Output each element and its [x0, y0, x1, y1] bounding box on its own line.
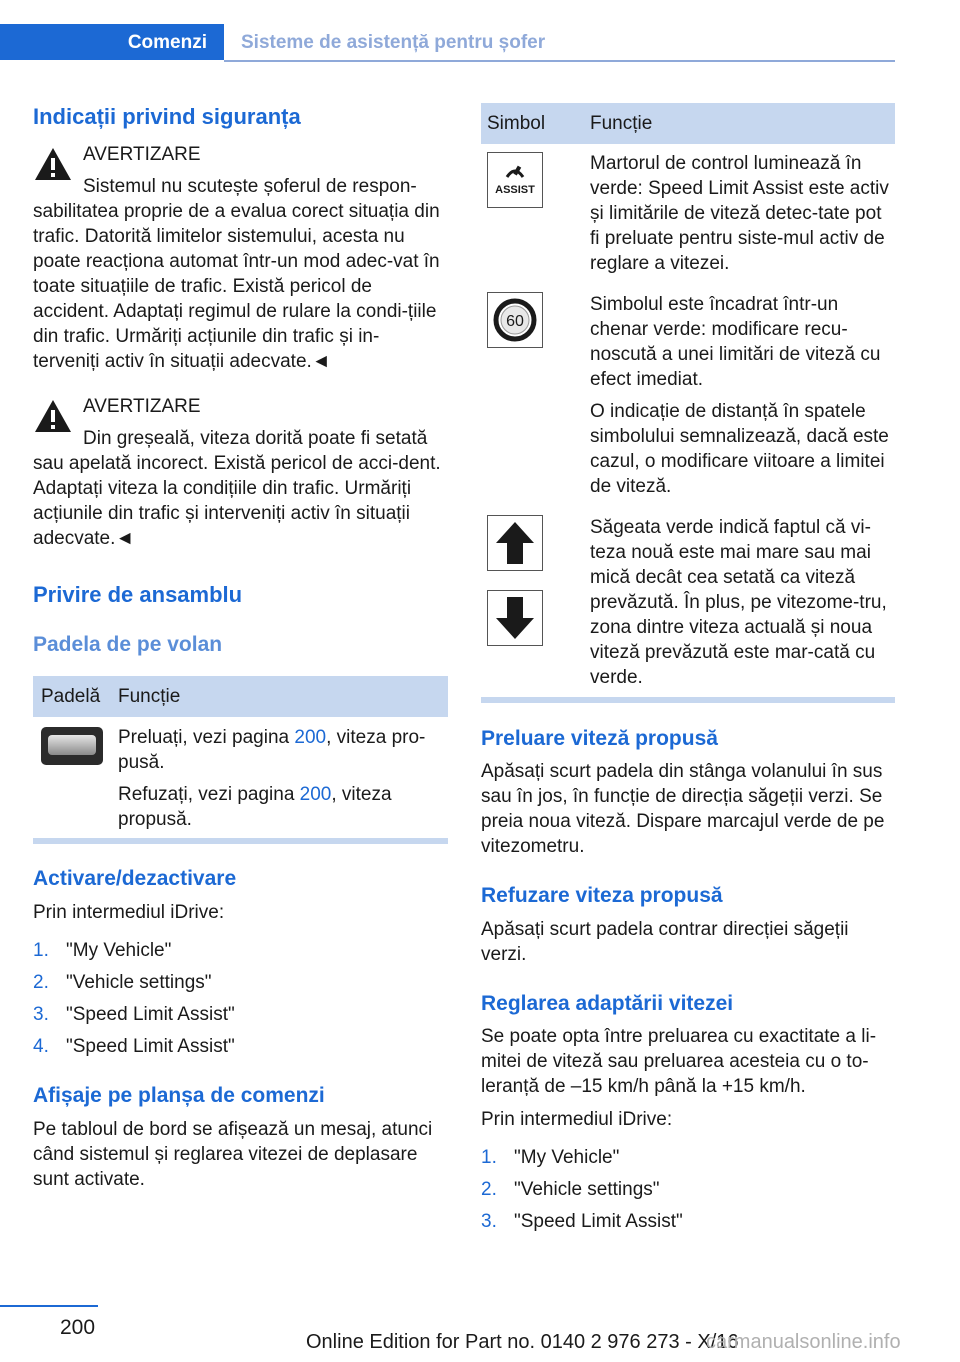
column-header-paddle: Padelă	[41, 686, 101, 707]
symbol-row2-text-a: Simbolul este încadrat într-un chenar verde: modificare recu-noscută a unei limitări de viteză cu efect imediat.	[590, 294, 881, 390]
refuse-text: Apăsați scurt padela contrar direcției săgeții verzi.	[481, 919, 849, 965]
column-header-function: Funcție	[118, 686, 181, 707]
display-heading: Afișaje pe planșa de comenzi	[33, 1084, 325, 1107]
list-number: 2.	[481, 1179, 497, 1200]
paddle-heading: Padela de pe volan	[33, 633, 223, 656]
list-text: "Speed Limit Assist"	[66, 1036, 235, 1057]
warning-block-1	[33, 142, 448, 382]
column-header-symbol: Simbol	[487, 113, 546, 134]
list-text: "Speed Limit Assist"	[66, 1004, 235, 1025]
accept-text: Apăsați scurt padela din stânga volanului în sus sau în jos, în funcție de direcția săgeții verzi. Se preia noua viteză. Dispare marcajul verde de pe vitezometru.	[481, 761, 885, 857]
paddle-refuse-end: propusă.	[118, 809, 192, 830]
edition-note: Online Edition for Part no. 0140 2 976 273 - X/16	[306, 1331, 739, 1353]
paddle-table-header	[33, 676, 448, 717]
warning-triangle-icon	[33, 146, 73, 182]
list-number: 3.	[33, 1004, 49, 1025]
paddle-accept-text	[118, 725, 448, 775]
page-header	[0, 24, 895, 62]
warning-label: AVERTIZARE	[83, 144, 201, 165]
arrow-up-icon	[487, 515, 543, 571]
chapter-tab[interactable]: Comenzi	[0, 24, 224, 60]
speed-sign-value: 60	[506, 313, 524, 330]
assist-icon	[488, 153, 542, 207]
list-number: 1.	[33, 940, 49, 961]
paddle-refuse-label: Refuzați, vezi pagina	[118, 784, 300, 805]
arrow-down-icon	[487, 590, 543, 646]
list-number: 1.	[481, 1147, 497, 1168]
list-number: 2.	[33, 972, 49, 993]
speed-sign-icon	[488, 293, 542, 347]
display-text: Pe tabloul de bord se afișează un mesaj, atunci când sistemul și reglarea vitezei de deplasare sunt activate.	[33, 1119, 433, 1190]
warning-text-first-line: Din greșeală, viteza dorită poate fi setată	[83, 428, 428, 449]
page-number: 200	[60, 1316, 96, 1339]
arrow-down-shape	[488, 591, 542, 645]
list-text: "Vehicle settings"	[514, 1179, 660, 1200]
paddle-refuse-text	[118, 782, 448, 832]
arrow-up-shape	[488, 516, 542, 570]
overview-heading: Privire de ansamblu	[33, 582, 243, 607]
refuse-heading: Refuzare viteza propusă	[481, 884, 723, 907]
column-header-function: Funcție	[590, 113, 653, 134]
paddle-table-footer	[33, 838, 448, 844]
warning-label: AVERTIZARE	[83, 396, 201, 417]
warning-block-2	[33, 394, 448, 554]
safety-heading: Indicații privind siguranța	[33, 104, 301, 129]
paddle-accept-suffix: , viteza pro-	[326, 727, 426, 748]
activation-intro: Prin intermediul iDrive:	[33, 902, 225, 923]
assist-icon-label: ASSIST	[495, 184, 535, 196]
speed-limit-sign-icon	[487, 292, 543, 348]
warning-text: sabilitatea proprie de a evalua corect situația din trafic. Datorită limitelor sistemului, acesta nu poate reacționa automat într-un mod adec-vat în toate situațiile de trafic. Există pericol de accident. Adaptați regimul de rulare la condi-țiile din trafic. Urmăriți acțiunile din trafic și in-terveniți activ în situații adecvate.◄	[33, 201, 440, 372]
speed-limit-assist-indicator-icon	[487, 152, 543, 208]
activation-heading: Activare/dezactivare	[33, 867, 237, 890]
footer-rule	[0, 1305, 98, 1307]
list-number: 3.	[481, 1211, 497, 1232]
warning-triangle-icon	[33, 398, 73, 434]
symbol-row2-text-b: O indicație de distanță în spatele simbolului semnalizează, dacă este cazul, o modificare viitoare a limitei de viteză.	[590, 401, 889, 497]
adjust-intro: Prin intermediul iDrive:	[481, 1109, 673, 1130]
list-text: "My Vehicle"	[66, 940, 172, 961]
paddle-accept-end: pusă.	[118, 752, 165, 773]
page-link[interactable]: 200	[299, 784, 332, 805]
warning-text-first-line: Sistemul nu scutește șoferul de respon-	[83, 176, 417, 197]
warning-text: sau apelată incorect. Există pericol de acci-dent. Adaptați viteza la condițiile din trafic. Urmăriți acțiunile din trafic și interveniți activ în situații adecvate.◄	[33, 453, 441, 549]
symbol-row3-text: Săgeata verde indică faptul că vi-teza nouă este mai mare sau mai mică decât cea setată ca viteză prevăzută. În plus, pe vitezome-tru, zona dintre viteza actuală și noua viteză prevăzută este mar-cată cu verde.	[590, 517, 887, 688]
symbol-table-footer	[481, 697, 895, 703]
list-text: "Speed Limit Assist"	[514, 1211, 683, 1232]
steering-paddle-icon	[41, 727, 103, 765]
adjust-heading: Reglarea adaptării vitezei	[481, 992, 734, 1015]
list-text: "Vehicle settings"	[66, 972, 212, 993]
watermark: carmanualsonline.info	[706, 1331, 901, 1353]
symbol-row1-text: Martorul de control luminează în verde: Speed Limit Assist este activ și limitările de viteză detec-tate pot fi preluate pentru siste-mul activ de reglare a vitezei.	[590, 153, 889, 274]
page-link[interactable]: 200	[294, 727, 327, 748]
paddle-accept-label: Preluați, vezi pagina	[118, 727, 295, 748]
accept-heading: Preluare viteză propusă	[481, 727, 718, 750]
list-text: "My Vehicle"	[514, 1147, 620, 1168]
adjust-text: Se poate opta între preluarea cu exactitate a li-mitei de viteză sau preluarea acesteia cu o to-leranță de –15 km/h până la +15 km/h.	[481, 1026, 877, 1097]
list-number: 4.	[33, 1036, 49, 1057]
symbol-table-header	[481, 103, 895, 144]
section-title[interactable]: Sisteme de asistență pentru șofer	[241, 32, 546, 53]
header-rule	[224, 60, 895, 62]
paddle-refuse-suffix: , viteza	[331, 784, 392, 805]
